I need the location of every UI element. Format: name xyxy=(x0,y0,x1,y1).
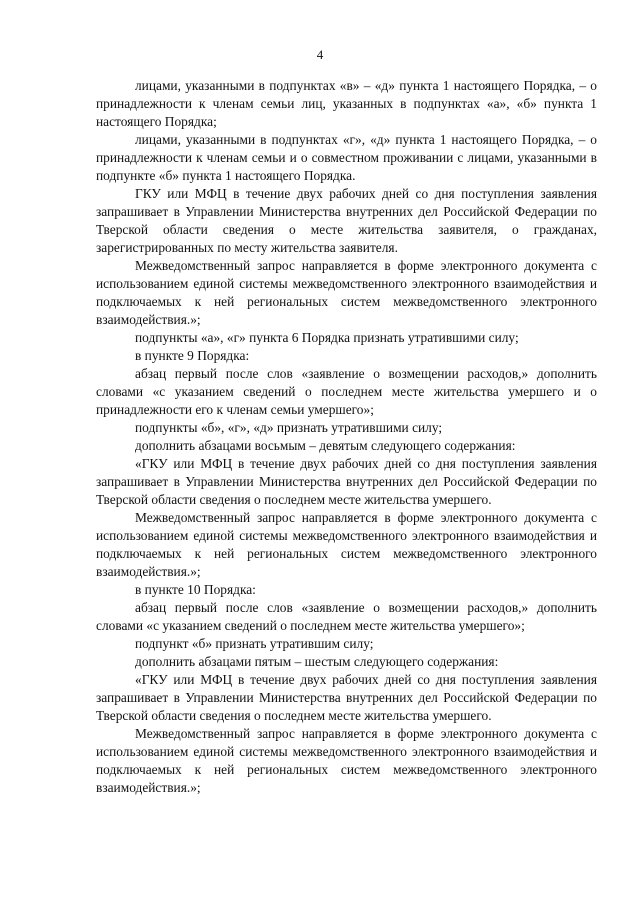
paragraph: в пункте 10 Порядка: xyxy=(135,582,256,597)
paragraph: Межведомственный запрос направляется в форме электронного документа с использованием единой системы межведомственного электронного взаимодействия и подключаемых к ней региональных систем межведомственного электронного взаимодействия.»; xyxy=(96,726,597,795)
paragraph: дополнить абзацами пятым – шестым следующего содержания: xyxy=(135,654,499,669)
paragraph: Межведомственный запрос направляется в форме электронного документа с использованием единой системы межведомственного электронного взаимодействия и подключаемых к ней региональных систем межведомственного электронного взаимодействия.»; xyxy=(96,258,597,327)
paragraph: абзац первый после слов «заявление о возмещении расходов,» дополнить словами «с указанием сведений о последнем месте жительства умершего»; xyxy=(96,600,597,633)
page-number: 4 xyxy=(316,47,324,62)
paragraph: абзац первый после слов «заявление о возмещении расходов,» дополнить словами «с указанием сведений о последнем месте жительства умершего и о принадлежности его к членам семьи умершего»; xyxy=(96,366,597,417)
paragraph: лицами, указанными в подпунктах «г», «д» пункта 1 настоящего Порядка, – о принадлежности к членам семьи и о совместном проживании с лицами, указанными в подпункте «б» пункта 1 настоящего Порядка. xyxy=(96,132,597,183)
paragraph: лицами, указанными в подпунктах «в» – «д» пункта 1 настоящего Порядка, – о принадлежности к членам семьи лиц, указанных в подпунктах «а», «б» пункта 1 настоящего Порядка; xyxy=(96,78,597,129)
paragraph: дополнить абзацами восьмым – девятым следующего содержания: xyxy=(135,438,516,453)
paragraph: «ГКУ или МФЦ в течение двух рабочих дней со дня поступления заявления запрашивает в Управлении Министерства внутренних дел Российской Федерации по Тверской области сведения о последнем месте жительства умершего. xyxy=(96,456,597,507)
paragraph: подпункты «а», «г» пункта 6 Порядка признать утратившими силу; xyxy=(135,330,519,345)
paragraph: в пункте 9 Порядка: xyxy=(135,348,250,363)
paragraph: ГКУ или МФЦ в течение двух рабочих дней со дня поступления заявления запрашивает в Управлении Министерства внутренних дел Российской Федерации по Тверской области сведения о месте жительства заявителя, о гражданах, зарегистрированных по месту жительства заявителя. xyxy=(96,186,597,255)
document-body xyxy=(96,77,597,797)
paragraph: «ГКУ или МФЦ в течение двух рабочих дней со дня поступления заявления запрашивает в Управлении Министерства внутренних дел Российской Федерации по Тверской области сведения о последнем месте жительства умершего. xyxy=(96,672,597,723)
paragraph: подпункт «б» признать утратившим силу; xyxy=(135,636,374,651)
paragraph: Межведомственный запрос направляется в форме электронного документа с использованием единой системы межведомственного электронного взаимодействия и подключаемых к ней региональных систем межведомственного электронного взаимодействия.»; xyxy=(96,510,597,579)
paragraph: подпункты «б», «г», «д» признать утратившими силу; xyxy=(135,420,443,435)
